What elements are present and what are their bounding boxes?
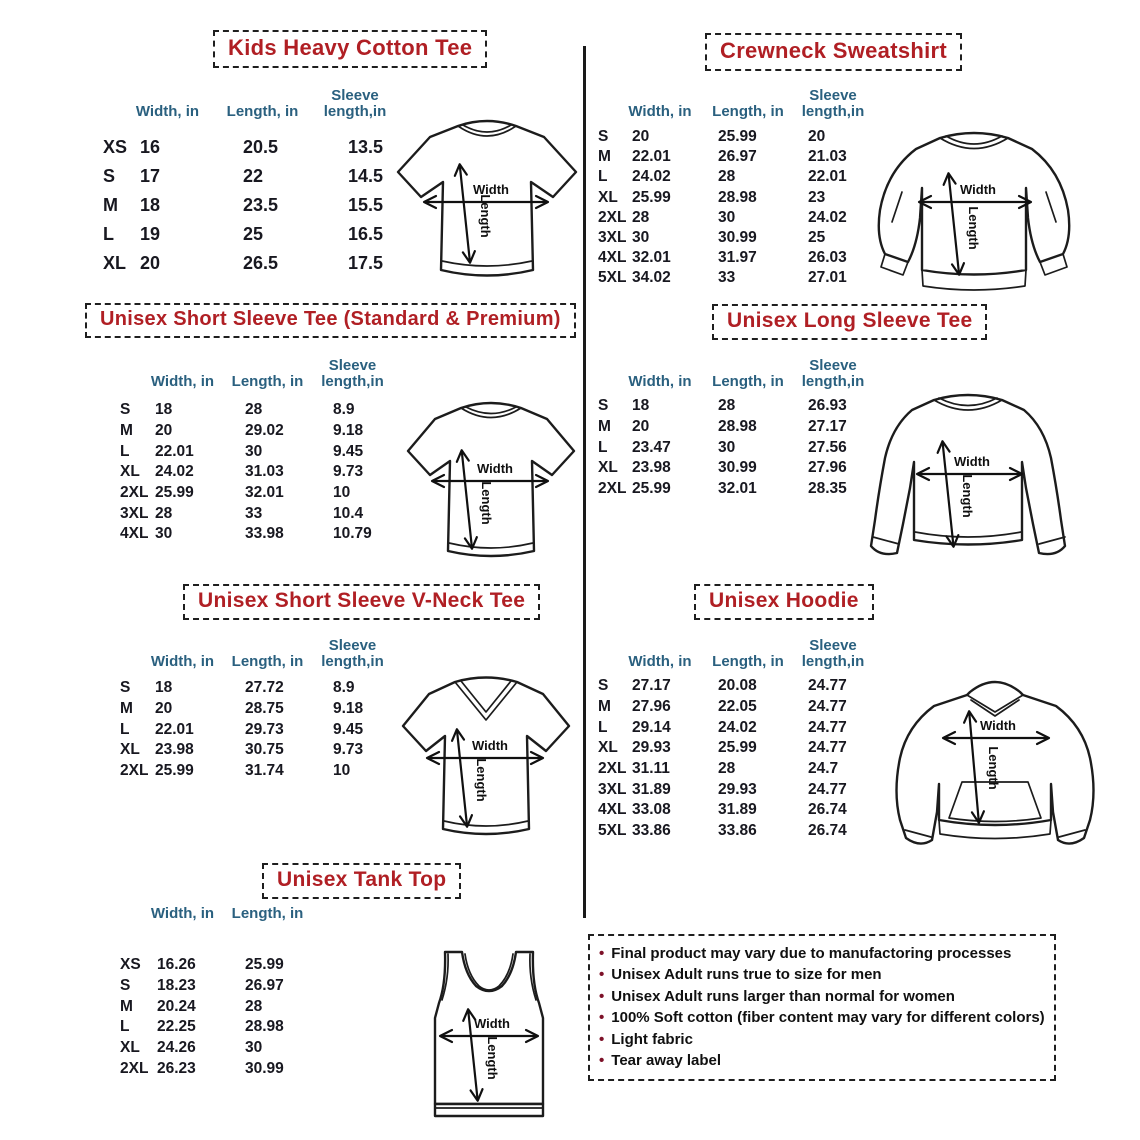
length-label: Length bbox=[960, 474, 975, 518]
bullet-icon: • bbox=[599, 987, 605, 1005]
sleeve-value: 9.18 bbox=[333, 700, 364, 718]
vneck-tee-illustration bbox=[400, 668, 572, 850]
size-label: S bbox=[598, 397, 609, 415]
length-value: 26.97 bbox=[245, 977, 284, 995]
sleeve-value: 10 bbox=[333, 762, 351, 780]
table-row bbox=[598, 268, 888, 288]
table-row bbox=[598, 248, 888, 268]
table-row bbox=[598, 759, 888, 780]
size-label: L bbox=[103, 224, 114, 244]
table-row bbox=[598, 717, 888, 738]
width-value: 18.23 bbox=[157, 977, 196, 995]
size-table-crewneck bbox=[598, 127, 888, 289]
length-value: 20.08 bbox=[718, 677, 757, 695]
table-row bbox=[120, 1017, 335, 1038]
column-header-width: Width, in bbox=[150, 653, 215, 670]
sleeve-value: 8.9 bbox=[333, 401, 355, 419]
width-value: 24.02 bbox=[155, 463, 194, 481]
width-label: Width bbox=[473, 182, 509, 197]
width-value: 16.26 bbox=[157, 956, 196, 974]
sleeve-value: 26.93 bbox=[808, 397, 847, 415]
note-text: 100% Soft cotton (fiber content may vary for different colors) bbox=[611, 1009, 1045, 1027]
width-value: 19 bbox=[140, 224, 161, 244]
table-row bbox=[120, 524, 413, 545]
width-value: 26.23 bbox=[157, 1059, 196, 1077]
table-row bbox=[103, 162, 428, 191]
column-header-sleeve: Sleeve length,in bbox=[801, 637, 865, 670]
length-value: 27.72 bbox=[245, 679, 284, 697]
size-label: 3XL bbox=[598, 780, 627, 798]
tee-illustration bbox=[395, 110, 580, 295]
length-value: 30 bbox=[718, 208, 736, 226]
width-value: 30 bbox=[632, 229, 650, 247]
column-header-length: Length, in bbox=[712, 103, 784, 120]
size-label: L bbox=[598, 168, 608, 186]
width-value: 33.86 bbox=[632, 822, 671, 840]
width-value: 24.26 bbox=[157, 1039, 196, 1057]
table-row bbox=[120, 503, 413, 524]
table-row bbox=[120, 699, 413, 720]
table-header-tank bbox=[140, 882, 310, 922]
size-label: 5XL bbox=[598, 822, 627, 840]
column-header-width: Width, in bbox=[628, 103, 692, 120]
size-label: S bbox=[598, 128, 609, 146]
bullet-icon: • bbox=[599, 1052, 605, 1070]
sleeve-value: 24.7 bbox=[808, 760, 839, 778]
width-value: 20 bbox=[155, 422, 173, 440]
size-label: XL bbox=[103, 253, 127, 273]
table-row bbox=[598, 396, 888, 417]
width-label: Width bbox=[954, 454, 990, 469]
section-title-kids-heavy-cotton-tee: Kids Heavy Cotton Tee bbox=[213, 30, 487, 68]
column-header-length: Length, in bbox=[226, 103, 299, 120]
width-value: 34.02 bbox=[632, 269, 671, 287]
size-label: XL bbox=[598, 459, 618, 477]
section-title-unisex-hoodie: Unisex Hoodie bbox=[694, 584, 874, 620]
table-header-vneck bbox=[140, 630, 395, 670]
section-title-crewneck-sweatshirt: Crewneck Sweatshirt bbox=[705, 33, 962, 71]
width-value: 31.89 bbox=[632, 780, 671, 798]
table-row bbox=[598, 821, 888, 842]
length-value: 28 bbox=[245, 401, 263, 419]
table-row bbox=[598, 479, 888, 500]
length-label: Length bbox=[474, 758, 489, 802]
size-label: XL bbox=[120, 741, 140, 759]
note-text: Tear away label bbox=[611, 1052, 722, 1070]
length-label: Length bbox=[966, 206, 981, 250]
length-value: 22.05 bbox=[718, 698, 757, 716]
column-header-sleeve: Sleeve length,in bbox=[801, 357, 865, 390]
size-label: 2XL bbox=[120, 762, 149, 780]
table-row bbox=[598, 127, 888, 147]
table-row bbox=[120, 441, 413, 462]
width-value: 23.47 bbox=[632, 438, 671, 456]
bullet-icon: • bbox=[599, 945, 605, 962]
sweatshirt-illustration bbox=[862, 122, 1087, 304]
size-label: XL bbox=[120, 463, 140, 481]
length-value: 32.01 bbox=[718, 480, 757, 498]
length-value: 26.5 bbox=[243, 253, 279, 273]
table-row bbox=[598, 147, 888, 167]
width-value: 23.98 bbox=[632, 459, 671, 477]
table-header-longsleeve bbox=[617, 350, 873, 390]
length-value: 20.5 bbox=[243, 137, 279, 157]
column-header-sleeve: Sleeve length,in bbox=[323, 87, 387, 120]
column-header-width: Width, in bbox=[150, 373, 215, 390]
width-value: 20 bbox=[632, 418, 650, 436]
length-value: 31.97 bbox=[718, 249, 757, 267]
table-header-hoodie bbox=[617, 630, 873, 670]
sleeve-value: 27.01 bbox=[808, 269, 847, 287]
note-text: Final product may vary due to manufactoring processes bbox=[611, 945, 1012, 962]
sleeve-value: 27.17 bbox=[808, 418, 847, 436]
long-sleeve-tee-illustration bbox=[858, 386, 1080, 578]
size-label: S bbox=[598, 677, 609, 695]
width-value: 18 bbox=[155, 401, 173, 419]
width-value: 20.24 bbox=[157, 997, 196, 1015]
table-row bbox=[120, 483, 413, 504]
width-value: 18 bbox=[632, 397, 650, 415]
table-row bbox=[120, 719, 413, 740]
table-row bbox=[598, 208, 888, 228]
sleeve-value: 9.73 bbox=[333, 463, 364, 481]
table-row bbox=[120, 740, 413, 761]
column-header-length: Length, in bbox=[231, 373, 304, 390]
size-label: M bbox=[598, 698, 611, 716]
size-label: XL bbox=[598, 188, 618, 206]
product-notes-box bbox=[588, 934, 1056, 1081]
hoodie-illustration bbox=[874, 660, 1116, 862]
size-label: XS bbox=[120, 956, 141, 974]
table-row bbox=[103, 133, 428, 162]
length-value: 33.98 bbox=[245, 525, 284, 543]
size-label: M bbox=[120, 997, 133, 1015]
sleeve-value: 24.77 bbox=[808, 780, 847, 798]
length-label: Length bbox=[485, 1036, 500, 1080]
length-label: Length bbox=[478, 194, 493, 238]
sleeve-value: 24.77 bbox=[808, 739, 847, 757]
table-row bbox=[120, 955, 335, 976]
size-label: L bbox=[598, 438, 608, 456]
table-row bbox=[120, 678, 413, 699]
length-value: 25.99 bbox=[718, 128, 757, 146]
width-value: 20 bbox=[155, 700, 173, 718]
size-label: M bbox=[103, 195, 118, 215]
length-value: 29.93 bbox=[718, 780, 757, 798]
table-header-std bbox=[140, 350, 395, 390]
size-label: S bbox=[120, 977, 131, 995]
column-divider bbox=[583, 46, 586, 918]
size-label: M bbox=[598, 418, 611, 436]
size-label: S bbox=[120, 401, 131, 419]
sleeve-value: 8.9 bbox=[333, 679, 355, 697]
size-label: M bbox=[598, 148, 611, 166]
width-label: Width bbox=[474, 1016, 510, 1031]
length-value: 30.99 bbox=[718, 459, 757, 477]
length-value: 31.74 bbox=[245, 762, 284, 780]
size-label: 2XL bbox=[598, 480, 627, 498]
length-value: 25 bbox=[243, 224, 264, 244]
size-label: 4XL bbox=[598, 249, 627, 267]
size-table-std bbox=[120, 400, 413, 545]
length-value: 28 bbox=[718, 760, 736, 778]
width-value: 22.25 bbox=[157, 1018, 196, 1036]
sleeve-value: 15.5 bbox=[348, 195, 384, 215]
sleeve-value: 9.18 bbox=[333, 422, 364, 440]
column-header-length: Length, in bbox=[712, 373, 784, 390]
sleeve-value: 24.77 bbox=[808, 698, 847, 716]
width-value: 28 bbox=[155, 504, 173, 522]
table-row bbox=[598, 228, 888, 248]
table-row bbox=[598, 697, 888, 718]
width-value: 22.01 bbox=[632, 148, 671, 166]
width-value: 20 bbox=[632, 128, 650, 146]
width-value: 23.98 bbox=[155, 741, 194, 759]
sleeve-value: 23 bbox=[808, 188, 826, 206]
sleeve-value: 9.45 bbox=[333, 442, 364, 460]
sleeve-value: 13.5 bbox=[348, 137, 384, 157]
length-value: 30.75 bbox=[245, 741, 284, 759]
table-row bbox=[120, 421, 413, 442]
column-header-width: Width, in bbox=[628, 373, 692, 390]
width-value: 20 bbox=[140, 253, 161, 273]
table-row bbox=[120, 400, 413, 421]
column-header-length: Length, in bbox=[231, 653, 304, 670]
size-label: L bbox=[120, 720, 130, 738]
note-item bbox=[599, 1050, 1045, 1071]
size-label: XL bbox=[598, 739, 618, 757]
size-label: 2XL bbox=[598, 760, 627, 778]
length-value: 31.89 bbox=[718, 801, 757, 819]
size-table-hoodie bbox=[598, 676, 888, 842]
sleeve-value: 26.03 bbox=[808, 249, 847, 267]
size-table-kids bbox=[103, 133, 428, 278]
width-value: 18 bbox=[140, 195, 161, 215]
length-label: Length bbox=[479, 481, 494, 525]
length-value: 28 bbox=[245, 997, 263, 1015]
size-label: 2XL bbox=[598, 208, 627, 226]
width-value: 27.96 bbox=[632, 698, 671, 716]
sleeve-value: 25 bbox=[808, 229, 826, 247]
sleeve-value: 10.79 bbox=[333, 525, 372, 543]
size-label: 3XL bbox=[598, 229, 627, 247]
length-label: Length bbox=[986, 746, 1001, 790]
table-row bbox=[598, 738, 888, 759]
width-value: 29.14 bbox=[632, 718, 671, 736]
table-row bbox=[598, 437, 888, 458]
note-item bbox=[599, 1007, 1045, 1028]
width-value: 25.99 bbox=[632, 480, 671, 498]
column-header-sleeve: Sleeve length,in bbox=[801, 87, 865, 120]
table-row bbox=[598, 800, 888, 821]
width-value: 22.01 bbox=[155, 720, 194, 738]
column-header-length: Length, in bbox=[231, 905, 304, 922]
table-row bbox=[598, 676, 888, 697]
length-value: 28 bbox=[718, 397, 736, 415]
bullet-icon: • bbox=[599, 1009, 605, 1027]
sleeve-value: 24.77 bbox=[808, 677, 847, 695]
sleeve-value: 26.74 bbox=[808, 822, 847, 840]
column-header-length: Length, in bbox=[712, 653, 784, 670]
width-value: 25.99 bbox=[155, 762, 194, 780]
length-value: 23.5 bbox=[243, 195, 279, 215]
size-label: L bbox=[120, 442, 130, 460]
table-row bbox=[103, 220, 428, 249]
length-value: 30.99 bbox=[718, 229, 757, 247]
sleeve-value: 9.45 bbox=[333, 720, 364, 738]
sleeve-value: 21.03 bbox=[808, 148, 847, 166]
length-value: 22 bbox=[243, 166, 264, 186]
width-label: Width bbox=[472, 738, 508, 753]
tee-illustration bbox=[405, 393, 577, 573]
length-value: 26.97 bbox=[718, 148, 757, 166]
length-value: 33 bbox=[245, 504, 263, 522]
sleeve-value: 24.02 bbox=[808, 208, 847, 226]
size-label: S bbox=[120, 679, 131, 697]
note-item bbox=[599, 1029, 1045, 1050]
size-label: 5XL bbox=[598, 269, 627, 287]
section-title-unisex-short-sleeve-tee: Unisex Short Sleeve Tee (Standard & Premium) bbox=[85, 303, 576, 338]
size-label: XL bbox=[120, 1039, 140, 1057]
bullet-icon: • bbox=[599, 1030, 605, 1048]
note-text: Unisex Adult runs true to size for men bbox=[611, 966, 882, 984]
size-label: S bbox=[103, 166, 116, 186]
width-value: 30 bbox=[155, 525, 173, 543]
length-value: 29.73 bbox=[245, 720, 284, 738]
column-header-width: Width, in bbox=[628, 653, 692, 670]
table-row bbox=[120, 761, 413, 782]
length-value: 28.98 bbox=[718, 418, 757, 436]
width-value: 29.93 bbox=[632, 739, 671, 757]
width-label: Width bbox=[960, 182, 996, 197]
width-value: 31.11 bbox=[632, 760, 670, 778]
length-value: 28.98 bbox=[245, 1018, 284, 1036]
width-value: 16 bbox=[140, 137, 161, 157]
length-value: 33 bbox=[718, 269, 736, 287]
table-header-kids bbox=[120, 80, 400, 120]
length-value: 29.02 bbox=[245, 422, 284, 440]
table-row bbox=[598, 779, 888, 800]
width-value: 27.17 bbox=[632, 677, 671, 695]
width-value: 18 bbox=[155, 679, 173, 697]
width-value: 25.99 bbox=[155, 484, 194, 502]
length-value: 32.01 bbox=[245, 484, 284, 502]
width-label: Width bbox=[477, 461, 513, 476]
size-label: 2XL bbox=[120, 484, 149, 502]
section-title-unisex-long-sleeve-tee: Unisex Long Sleeve Tee bbox=[712, 304, 987, 340]
table-row bbox=[120, 462, 413, 483]
width-value: 32.01 bbox=[632, 249, 671, 267]
sleeve-value: 27.96 bbox=[808, 459, 847, 477]
size-label: XS bbox=[103, 137, 128, 157]
sleeve-value: 10 bbox=[333, 484, 351, 502]
length-value: 24.02 bbox=[718, 718, 757, 736]
section-title-unisex-tank-top: Unisex Tank Top bbox=[262, 863, 461, 899]
width-label: Width bbox=[980, 718, 1016, 733]
size-table-tank bbox=[120, 955, 335, 1079]
size-label: L bbox=[120, 1018, 130, 1036]
table-row bbox=[120, 1058, 335, 1079]
size-label: M bbox=[120, 700, 133, 718]
sleeve-value: 14.5 bbox=[348, 166, 384, 186]
table-row bbox=[103, 249, 428, 278]
length-value: 25.99 bbox=[245, 956, 284, 974]
note-item bbox=[599, 943, 1045, 964]
note-item bbox=[599, 986, 1045, 1007]
column-header-sleeve: Sleeve length,in bbox=[321, 357, 384, 390]
size-label: 3XL bbox=[120, 504, 149, 522]
length-value: 28.98 bbox=[718, 188, 757, 206]
sleeve-value: 24.77 bbox=[808, 718, 847, 736]
sleeve-value: 20 bbox=[808, 128, 826, 146]
table-row bbox=[120, 1038, 335, 1059]
table-row bbox=[598, 417, 888, 438]
length-value: 28.75 bbox=[245, 700, 284, 718]
width-value: 17 bbox=[140, 166, 161, 186]
sleeve-value: 27.56 bbox=[808, 438, 847, 456]
length-value: 31.03 bbox=[245, 463, 284, 481]
sleeve-value: 10.4 bbox=[333, 504, 364, 522]
note-text: Unisex Adult runs larger than normal for women bbox=[611, 987, 955, 1005]
length-value: 30 bbox=[245, 442, 263, 460]
size-label: 2XL bbox=[120, 1059, 149, 1077]
sleeve-value: 16.5 bbox=[348, 224, 384, 244]
size-table-vneck bbox=[120, 678, 413, 781]
size-label: L bbox=[598, 718, 608, 736]
sleeve-value: 17.5 bbox=[348, 253, 384, 273]
width-value: 28 bbox=[632, 208, 650, 226]
length-value: 33.86 bbox=[718, 822, 757, 840]
width-value: 33.08 bbox=[632, 801, 671, 819]
note-text: Light fabric bbox=[611, 1030, 693, 1048]
sleeve-value: 28.35 bbox=[808, 480, 847, 498]
size-label: 4XL bbox=[598, 801, 627, 819]
sleeve-value: 22.01 bbox=[808, 168, 847, 186]
length-value: 30 bbox=[718, 438, 736, 456]
table-row bbox=[120, 976, 335, 997]
section-title-vneck-tee: Unisex Short Sleeve V-Neck Tee bbox=[183, 584, 540, 620]
length-value: 30.99 bbox=[245, 1059, 284, 1077]
length-value: 25.99 bbox=[718, 739, 757, 757]
length-value: 28 bbox=[718, 168, 736, 186]
column-header-sleeve: Sleeve length,in bbox=[321, 637, 384, 670]
size-table-longsleeve bbox=[598, 396, 888, 499]
column-header-width: Width, in bbox=[150, 905, 215, 922]
width-value: 25.99 bbox=[632, 188, 671, 206]
size-label: M bbox=[120, 422, 133, 440]
width-value: 22.01 bbox=[155, 442, 194, 460]
length-value: 30 bbox=[245, 1039, 263, 1057]
size-label: 4XL bbox=[120, 525, 149, 543]
table-row bbox=[598, 188, 888, 208]
width-value: 24.02 bbox=[632, 168, 671, 186]
table-row bbox=[598, 458, 888, 479]
sleeve-value: 9.73 bbox=[333, 741, 364, 759]
tank-top-illustration bbox=[415, 946, 563, 1128]
table-row bbox=[120, 996, 335, 1017]
table-row bbox=[598, 167, 888, 187]
table-row bbox=[103, 191, 428, 220]
note-item bbox=[599, 964, 1045, 985]
column-header-width: Width, in bbox=[135, 103, 200, 120]
bullet-icon: • bbox=[599, 966, 605, 984]
table-header-crewneck bbox=[617, 80, 873, 120]
sleeve-value: 26.74 bbox=[808, 801, 847, 819]
